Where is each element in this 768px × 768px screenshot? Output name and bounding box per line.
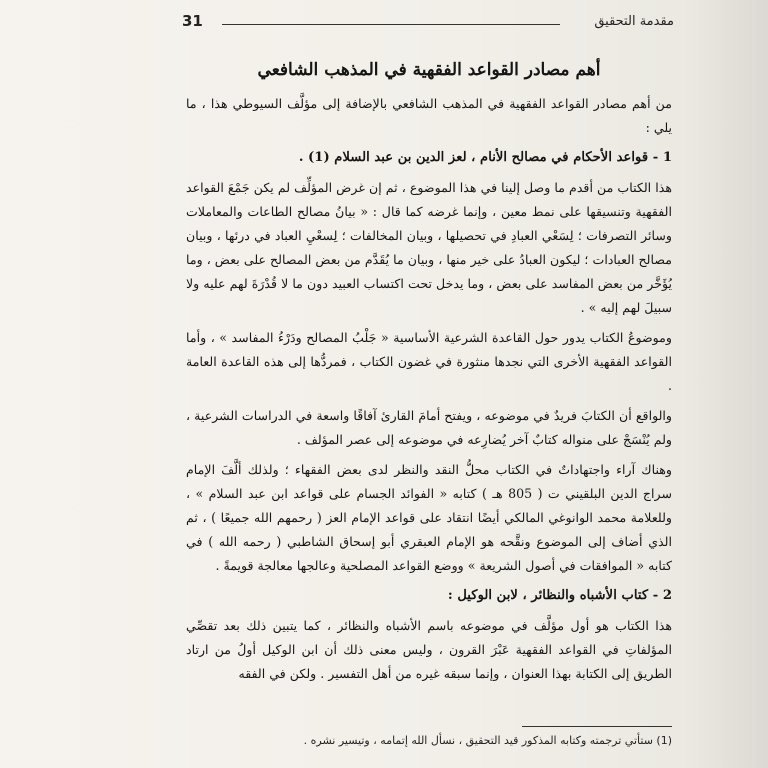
paragraph-2: وموضوعُ الكتاب يدور حول القاعدة الشرعية الأساسية « جَلْبُ المصالح ودَرْءُ المفاسد » ، وأما القواعد الفقهية الأخرى التي نجدها منثورة في غضون الكتاب ، فمردُّها إلى هذه القاعدة العامة . [186, 330, 672, 393]
paragraph-4: وهناك آراء واجتهاداتٌ في الكتاب محلُّ النقد والنظر لدى بعض الفقهاء ؛ ولذلك ألَّفَ الإمام سراج الدين البلقيني ت ( 805 هـ ) كتابه « الفوائد الجسام على قواعد ابن عبد السلام » ، وللعلامة محمد الوانوغي المالكي أيضًا انتقاد على قواعد الإمام العز ( رحمهم الله جميعًا ) ، ثم الذي أضاف إلى الموضوع ونقَّحه هو الإمام العبقري أبو إسحاق الشاطبي ( رحمه الله ) في كتابه « الموافقات في أصول الشريعة » ووضع القواعد المصلحية وعالجها معالجة قويمةً . [186, 462, 672, 573]
page-body [186, 54, 672, 692]
paragraph-1: هذا الكتاب من أقدم ما وصل إلينا في هذا الموضوع ، ثم إن غرض المؤلِّف لم يكن جَمْعَ القواعد الفقهية وتنسيقها على نمط معين ، وإنما غرضه كما قال : « بيانُ مصالح الطاعات والمعاملات وسائر التصرفات ؛ لِسَعْي العبادِ في تحصيلها ، وبيان المخالفات ؛ لِسعْيِ العباد في درئها ، وبيان مصالح العبادات ؛ ليكون العبادُ على خير منها ، وبيان ما يُقَدَّم من بعض المصالح على بعض ، وما يُؤَخَّر من بعض المفاسد على بعض ، وما يدخل تحت اكتساب العبيد دون ما لا قُدْرَةَ لهم عليه ولا سبيلَ لهم إليه » . [186, 180, 672, 315]
section-title: أهم مصادر القواعد الفقهية في المذهب الشافعي [257, 60, 601, 80]
footnote-rule [522, 726, 672, 727]
subheading-2: 2 - كتاب الأشباه والنظائر ، لابن الوكيل : [447, 588, 672, 603]
footnote: (1) ستأتي ترجمته وكتابه المذكور قيد التحقيق ، نسأل الله إتمامه ، وتيسير نشره . [303, 734, 672, 747]
paragraph-5: هذا الكتاب هو أول مؤلَّف في موضوعه باسم الأشباه والنظائر ، كما يتبين ذلك بعد تقصِّي المؤلفاتِ في القواعد الفقهية عَبْرَ القرون ، وليس معنى ذلك أن ابن الوكيل أولُ من ارتاد الطريق إلى الكتابة بهذا العنوان ، وإنما سبقه غيره من أهل التفسير . ولكن في الفقه [186, 618, 672, 681]
header-rule [222, 24, 560, 25]
running-title: مقدمة التحقيق [594, 14, 674, 29]
page-header [182, 12, 674, 34]
subheading-1: 1 - قواعد الأحكام في مصالح الأنام ، لعز الدين بن عبد السلام (1) . [298, 150, 672, 165]
page-number: 31 [182, 12, 203, 30]
paragraph-3: والواقع أن الكتابَ فريدٌ في موضوعه ، ويفتح أمامَ القارئ آفاقًا واسعة في الدراسات الشرعية ، ولم يُنْسَجْ على منواله كتابٌ آخر يُضارِعه في موضوعه إلى عصر المؤلف . [186, 408, 672, 447]
intro-paragraph: من أهم مصادر القواعد الفقهية في المذهب الشافعي بالإضافة إلى مؤلَّف السيوطي هذا ، ما يلي : [186, 96, 672, 135]
footnote-area [186, 726, 672, 749]
